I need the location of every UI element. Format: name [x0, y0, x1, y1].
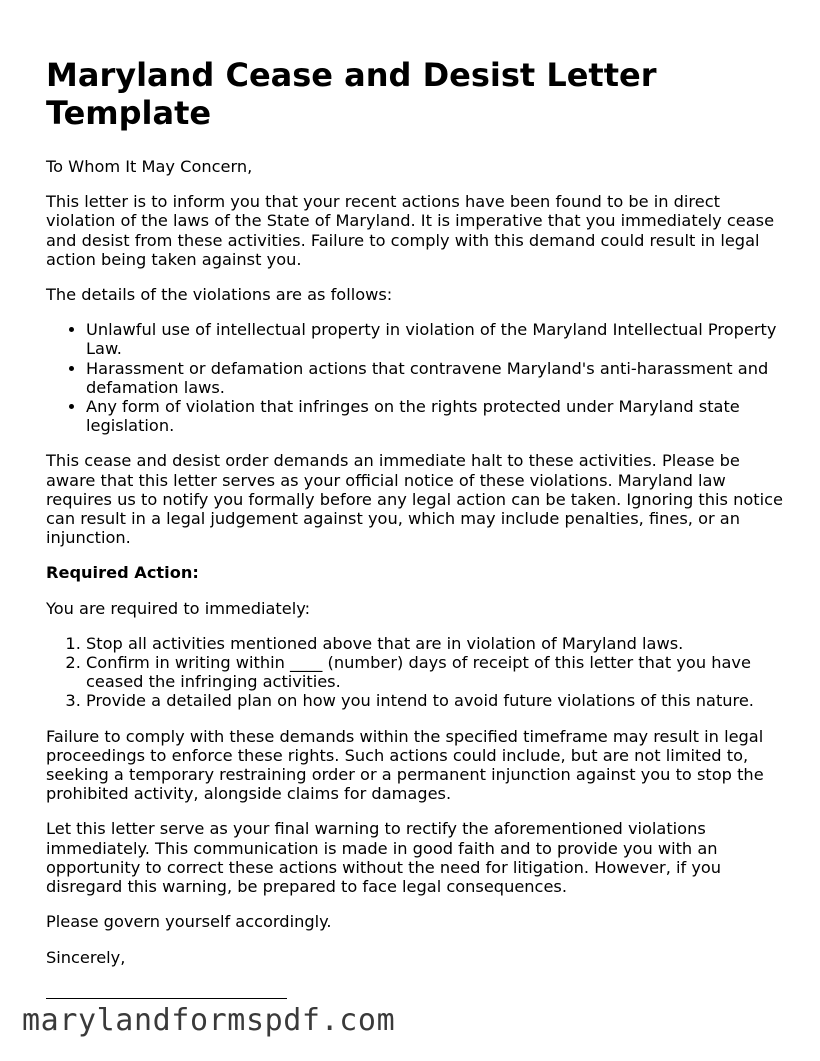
warning-paragraph: Let this letter serve as your final warning to rectify the aforementioned violations immediately. This communication is made in good faith and to provide you with an opportunity to correct these actions without the need for litigation. However, if you disregard this warning, be prepared to face legal consequences.: [46, 819, 722, 897]
list-item: 2. Confirm in writing within ____ (number) days of receipt of this letter that you have ceased the infringing activities.: [86, 653, 786, 691]
list-item: • Harassment or defamation actions that contravene Maryland's anti-harassment and defamation laws.: [86, 359, 786, 397]
failure-paragraph: Failure to comply with these demands within the specified timeframe may result in legal proceedings to enforce these rights. Such actions could include, but are not limited to, seeking a temporary restraining order or a permanent injunction against you to stop the prohibited activity, alongside claims for damages.: [46, 726, 764, 804]
violations-list: [46, 320, 786, 435]
signature-line: [46, 998, 287, 999]
closing: Sincerely,: [46, 947, 126, 967]
order-paragraph: This cease and desist order demands an immediate halt to these activities. Please be aware that this letter serves as your official notice of these violations. Maryland law requires us to notify you formally before any legal action can be taken. Ignoring this notice can result in a legal judgement against you, which may include penalties, fines, or an injunction.: [46, 451, 783, 548]
violations-intro: The details of the violations are as follows:: [46, 285, 393, 305]
required-intro: You are required to immediately:: [46, 598, 311, 618]
list-item: • Any form of violation that infringes on the rights protected under Maryland state legislation.: [86, 397, 786, 435]
list-item: 1. Stop all activities mentioned above that are in violation of Maryland laws.: [86, 634, 786, 653]
required-action-heading: Required Action:: [46, 563, 199, 583]
list-item: • Unlawful use of intellectual property in violation of the Maryland Intellectual Property Law.: [86, 320, 786, 358]
list-item: 3. Provide a detailed plan on how you intend to avoid future violations of this nature.: [86, 691, 786, 710]
letter-document: [46, 56, 786, 983]
govern-line: Please govern yourself accordingly.: [46, 912, 332, 932]
intro-paragraph: This letter is to inform you that your recent actions have been found to be in direct violation of the laws of the State of Maryland. It is imperative that you immediately cease and desist from these activities. Failure to comply with this demand could result in legal action being taken against you.: [46, 192, 775, 269]
salutation: To Whom It May Concern,: [46, 157, 253, 176]
document-title: Maryland Cease and Desist Letter Template: [46, 56, 657, 132]
required-actions-list: [46, 634, 786, 711]
watermark-text: marylandformspdf.com: [22, 1003, 396, 1038]
